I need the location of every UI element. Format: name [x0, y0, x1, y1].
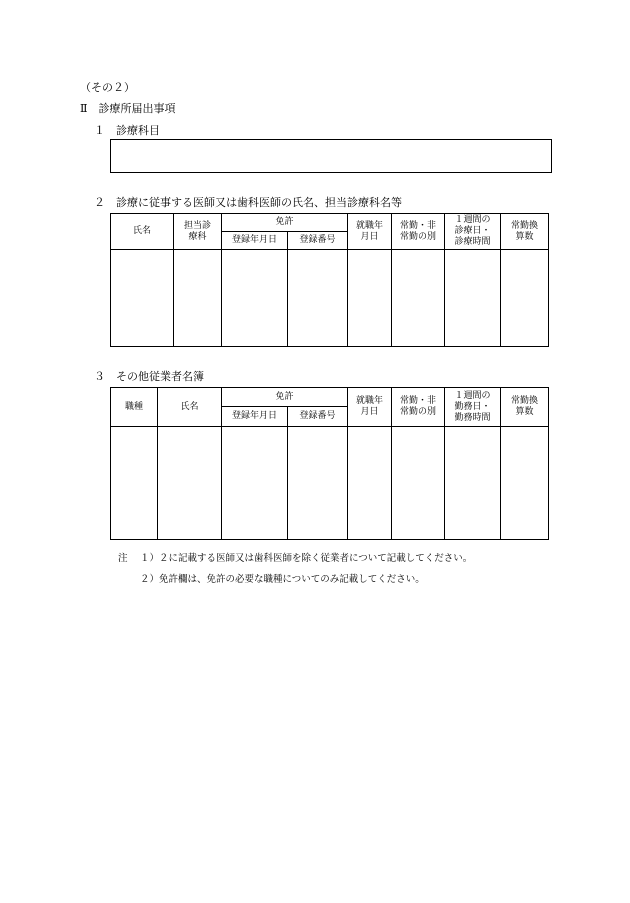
cell-occupation[interactable] — [111, 427, 158, 540]
item2-number: ２ — [94, 196, 105, 209]
header-reg-date: 登録年月日 — [222, 407, 288, 427]
header-license: 免許 — [222, 388, 348, 407]
header-hire-date: 就職年 月日 — [348, 388, 392, 427]
header-fulltime: 常勤・非 常勤の別 — [392, 214, 445, 250]
cell-fte[interactable] — [501, 427, 549, 540]
header-occupation: 職種 — [111, 388, 158, 427]
cell-reg-date[interactable] — [222, 427, 288, 540]
cell-reg-no[interactable] — [288, 250, 348, 347]
header-name: 氏名 — [158, 388, 222, 427]
note-line-1: １）２に記載する医師又は歯科医師を除く従業者について記載してください。 — [140, 553, 473, 564]
cell-fulltime[interactable] — [392, 427, 445, 540]
header-fte: 常勤換 算数 — [501, 388, 549, 427]
cell-hire-date[interactable] — [348, 427, 392, 540]
item2-title: 診療に従事する医師又は歯科医師の氏名、担当診療科名等 — [116, 196, 402, 209]
item3-number: ３ — [94, 370, 105, 383]
cell-weekly-schedule[interactable] — [445, 250, 501, 347]
cell-name[interactable] — [111, 250, 174, 347]
physician-table — [110, 213, 549, 347]
cell-reg-no[interactable] — [288, 427, 348, 540]
item3-title: その他従業者名簿 — [116, 370, 204, 383]
header-reg-date: 登録年月日 — [222, 232, 288, 250]
cell-weekly-schedule[interactable] — [445, 427, 501, 540]
item1-number: １ — [94, 124, 105, 137]
header-license: 免許 — [222, 214, 348, 232]
cell-reg-date[interactable] — [222, 250, 288, 347]
header-weekly-schedule: １週間の 診療日・ 診療時間 — [445, 214, 501, 250]
header-fte: 常勤換 算数 — [501, 214, 549, 250]
item1-title: 診療科目 — [116, 124, 160, 137]
page-label: （その２） — [80, 81, 135, 94]
header-reg-no: 登録番号 — [288, 232, 348, 250]
header-department: 担当診 療科 — [174, 214, 222, 250]
table-row — [111, 250, 549, 347]
department-field[interactable] — [110, 139, 552, 173]
cell-fte[interactable] — [501, 250, 549, 347]
cell-hire-date[interactable] — [348, 250, 392, 347]
header-weekly-schedule: １週間の 勤務日・ 勤務時間 — [445, 388, 501, 427]
section-heading: Ⅱ 診療所届出事項 — [80, 102, 176, 115]
cell-name[interactable] — [158, 427, 222, 540]
cell-department[interactable] — [174, 250, 222, 347]
notes-prefix: 注 — [118, 553, 128, 564]
header-fulltime: 常勤・非 常勤の別 — [392, 388, 445, 427]
table-row — [111, 427, 549, 540]
note-line-2: ２）免許欄は、免許の必要な職種についてのみ記載してください。 — [140, 574, 425, 585]
cell-fulltime[interactable] — [392, 250, 445, 347]
staff-table — [110, 387, 549, 540]
header-name: 氏名 — [111, 214, 174, 250]
header-hire-date: 就職年 月日 — [348, 214, 392, 250]
header-reg-no: 登録番号 — [288, 407, 348, 427]
